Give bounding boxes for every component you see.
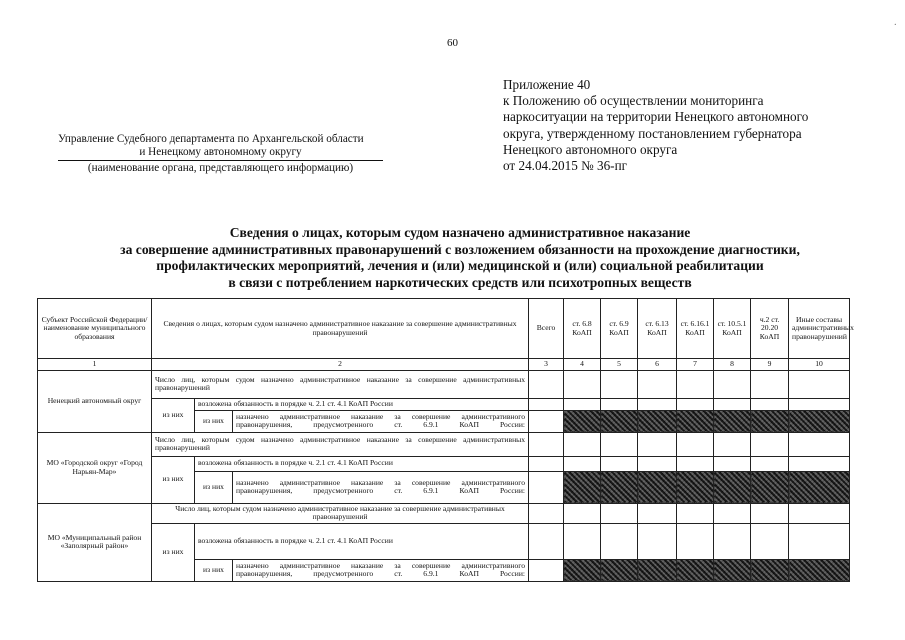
col-number: 7 — [677, 359, 714, 371]
region-name: МО «Городской округ «Город Нарьян-Мар» — [38, 432, 152, 503]
cell-value[interactable] — [601, 432, 638, 456]
cell-value[interactable] — [638, 432, 677, 456]
cell-total[interactable] — [529, 471, 564, 503]
shaded-cell — [714, 410, 751, 432]
cell-value[interactable] — [789, 523, 850, 559]
shaded-cell — [789, 471, 850, 503]
cell-value[interactable] — [714, 523, 751, 559]
report-table — [37, 298, 854, 582]
cell-value[interactable] — [677, 503, 714, 523]
table-row — [38, 503, 850, 523]
title-line: профилактических мероприятий, лечения и (или) медицинской и (или) социальной реабилитации — [156, 258, 764, 273]
table-row — [38, 432, 850, 456]
cell-total[interactable] — [529, 559, 564, 581]
cell-value[interactable] — [751, 370, 789, 398]
cell-total[interactable] — [529, 523, 564, 559]
col-number: 2 — [152, 359, 529, 371]
cell-value[interactable] — [751, 503, 789, 523]
of-them-label: из них — [195, 471, 233, 503]
shaded-cell — [564, 471, 601, 503]
cell-value[interactable] — [564, 398, 601, 410]
cell-value[interactable] — [751, 523, 789, 559]
of-them-label: из них — [152, 523, 195, 581]
cell-value[interactable] — [638, 503, 677, 523]
document-title — [60, 225, 860, 291]
cell-value[interactable] — [601, 398, 638, 410]
cell-value[interactable] — [601, 370, 638, 398]
cell-value[interactable] — [751, 398, 789, 410]
org-name-line1: Управление Судебного департамента по Архангельской области — [58, 133, 364, 145]
shaded-cell — [789, 559, 850, 581]
appendix-block — [503, 77, 808, 174]
of-them-label: из них — [152, 456, 195, 503]
shaded-cell — [638, 471, 677, 503]
table-header-row — [38, 299, 850, 359]
col-number: 6 — [638, 359, 677, 371]
cell-value[interactable] — [714, 398, 751, 410]
header-subject: Субъект Российской Федерации/наименование муниципального образования — [38, 299, 152, 359]
row-label-obligation: возложена обязанность в порядке ч. 2.1 ст. 4.1 КоАП России — [195, 523, 529, 559]
col-number: 9 — [751, 359, 789, 371]
header-other: Иные составы административных правонарушений — [789, 299, 850, 359]
shaded-cell — [677, 471, 714, 503]
cell-value[interactable] — [751, 456, 789, 471]
of-them-label: из них — [195, 559, 233, 581]
cell-value[interactable] — [714, 456, 751, 471]
row-label-assigned: назначено административное наказание за совершение административного правонарушения, предусмотренного ст. 6.9.1 КоАП России: — [233, 410, 529, 432]
row-label-count: Число лиц, которым судом назначено административное наказание за совершение административных правонарушений — [152, 370, 529, 398]
region-name: Ненецкий автономный округ — [38, 370, 152, 432]
appendix-line: от 24.04.2015 № 36-пг — [503, 158, 628, 174]
header-total: Всего — [529, 299, 564, 359]
cell-value[interactable] — [677, 370, 714, 398]
header-art-6-8: ст. 6.8 КоАП — [564, 299, 601, 359]
row-label-count: Число лиц, которым судом назначено административное наказание за совершение административных правонарушений — [152, 503, 529, 523]
appendix-line: Приложение 40 — [503, 77, 591, 92]
cell-value[interactable] — [601, 503, 638, 523]
appendix-line: наркоситуации на территории Ненецкого автономного — [503, 109, 809, 125]
of-them-label: из них — [152, 398, 195, 432]
col-number: 1 — [38, 359, 152, 371]
cell-total[interactable] — [529, 456, 564, 471]
row-label-assigned: назначено административное наказание за совершение административного правонарушения, предусмотренного ст. 6.9.1 КоАП России: — [233, 559, 529, 581]
row-label-assigned: назначено административное наказание за совершение административного правонарушения, предусмотренного ст. 6.9.1 КоАП России: — [233, 471, 529, 503]
reporting-organization — [58, 133, 383, 175]
cell-total[interactable] — [529, 370, 564, 398]
cell-value[interactable] — [564, 503, 601, 523]
table-row — [38, 523, 850, 559]
row-label-obligation: возложена обязанность в порядке ч. 2.1 ст. 4.1 КоАП России — [195, 398, 529, 410]
cell-value[interactable] — [564, 432, 601, 456]
org-caption: (наименование органа, представляющего информацию) — [87, 162, 354, 175]
shaded-cell — [601, 471, 638, 503]
cell-value[interactable] — [789, 503, 850, 523]
cell-value[interactable] — [638, 456, 677, 471]
shaded-cell — [677, 559, 714, 581]
header-art-10-5-1: ст. 10.5.1 КоАП — [714, 299, 751, 359]
cell-value[interactable] — [677, 398, 714, 410]
title-line: Сведения о лицах, которым судом назначено административное наказание — [229, 225, 691, 240]
header-art-20-20: ч.2 ст. 20.20 КоАП — [751, 299, 789, 359]
region-name: МО «Муниципальный район «Заполярный район» — [38, 503, 152, 581]
cell-value[interactable] — [677, 523, 714, 559]
of-them-label: из них — [195, 410, 233, 432]
shaded-cell — [714, 471, 751, 503]
cell-value[interactable] — [789, 432, 850, 456]
cell-value[interactable] — [601, 456, 638, 471]
cell-value[interactable] — [564, 523, 601, 559]
shaded-cell — [601, 559, 638, 581]
shaded-cell — [751, 559, 789, 581]
cell-value[interactable] — [564, 456, 601, 471]
appendix-line: округа, утвержденному постановлением губернатора — [503, 125, 802, 141]
cell-total[interactable] — [529, 503, 564, 523]
table-row — [38, 370, 850, 398]
appendix-line: к Положению об осуществлении мониторинга — [503, 93, 764, 109]
shaded-cell — [638, 559, 677, 581]
cell-value[interactable] — [789, 398, 850, 410]
cell-value[interactable] — [714, 432, 751, 456]
cell-value[interactable] — [601, 523, 638, 559]
cell-value[interactable] — [677, 432, 714, 456]
cell-value[interactable] — [638, 523, 677, 559]
shaded-cell — [564, 559, 601, 581]
row-label-obligation: возложена обязанность в порядке ч. 2.1 ст. 4.1 КоАП России — [195, 456, 529, 471]
table-row — [38, 398, 850, 410]
col-number: 8 — [714, 359, 751, 371]
header-info: Сведения о лицах, которым судом назначено административное наказание за совершение административных правонарушений — [152, 299, 529, 359]
corner-mark: · — [893, 20, 897, 31]
header-art-6-16-1: ст. 6.16.1 КоАП — [677, 299, 714, 359]
header-art-6-13: ст. 6.13 КоАП — [638, 299, 677, 359]
cell-value[interactable] — [714, 370, 751, 398]
title-line: в связи с потреблением наркотических средств или психотропных веществ — [228, 274, 692, 290]
cell-value[interactable] — [789, 456, 850, 471]
col-number: 10 — [789, 359, 850, 371]
cell-value[interactable] — [677, 456, 714, 471]
page-number: 60 — [447, 37, 458, 49]
col-number: 3 — [529, 359, 564, 371]
cell-value[interactable] — [751, 432, 789, 456]
cell-total[interactable] — [529, 410, 564, 432]
cell-value[interactable] — [638, 370, 677, 398]
cell-value[interactable] — [714, 503, 751, 523]
cell-total[interactable] — [529, 398, 564, 410]
shaded-cell — [751, 471, 789, 503]
shaded-cell — [564, 410, 601, 432]
column-number-row — [38, 359, 850, 371]
org-name-line2: и Ненецкому автономному округу — [139, 145, 302, 158]
appendix-line: Ненецкого автономного округа — [503, 141, 678, 157]
shaded-cell — [601, 410, 638, 432]
col-number: 4 — [564, 359, 601, 371]
shaded-cell — [789, 410, 850, 432]
cell-value[interactable] — [789, 370, 850, 398]
row-label-count: Число лиц, которым судом назначено административное наказание за совершение административных правонарушений — [152, 432, 529, 456]
table-row — [38, 456, 850, 471]
title-line: за совершение административных правонарушений с возложением обязанности на прохождение диагностики, — [120, 241, 800, 257]
shaded-cell — [751, 410, 789, 432]
header-art-6-9: ст. 6.9 КоАП — [601, 299, 638, 359]
col-number: 5 — [601, 359, 638, 371]
cell-total[interactable] — [529, 432, 564, 456]
shaded-cell — [714, 559, 751, 581]
shaded-cell — [638, 410, 677, 432]
shaded-cell — [677, 410, 714, 432]
org-underline — [58, 160, 383, 161]
cell-value[interactable] — [638, 398, 677, 410]
cell-value[interactable] — [564, 370, 601, 398]
